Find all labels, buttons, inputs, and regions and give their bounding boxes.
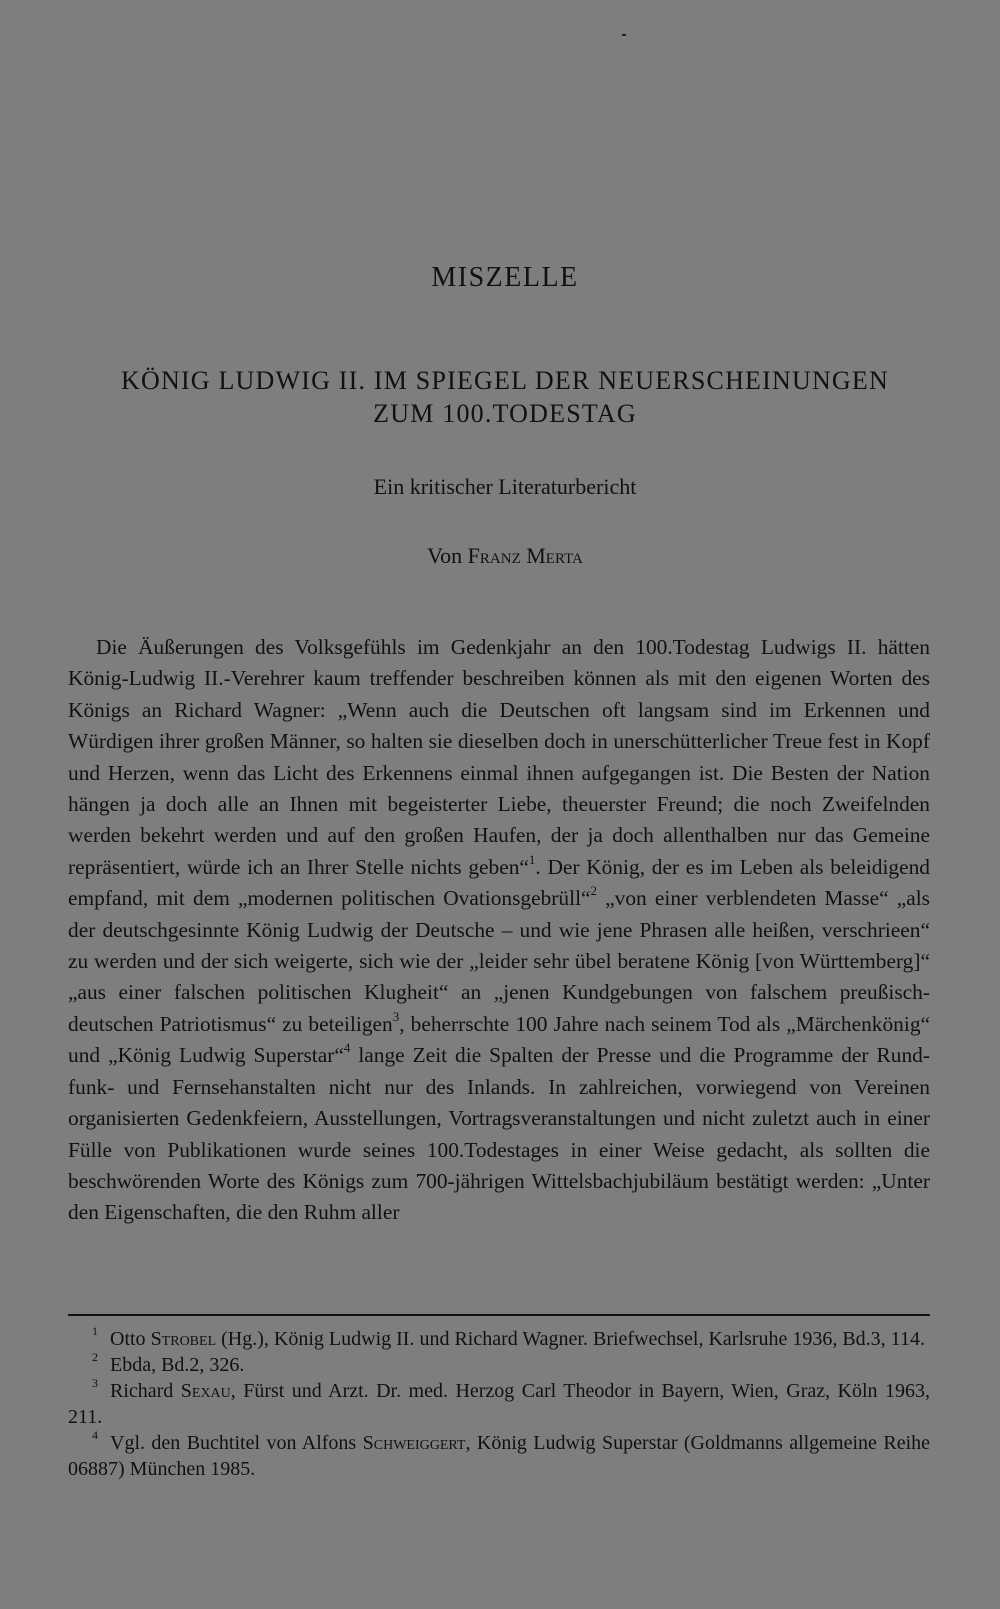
footnote-1 (68, 1326, 930, 1352)
body-segment-5: lange Zeit die Spalten der Presse und die Programme der Rundfunk- und Fernsehanstalten nicht nur des Inlands. In zahlreichen, vorwiegend von Vereinen organisierten Gedenkfeiern, Ausstellungen, Vortragsveranstaltungen und nicht zuletzt auch in einer Fülle von Publikationen wurde seines 100.Todestages in einer Weise gedacht, als sollten die beschwörenden Worte des Königs zum 700-jährigen Wittelsbachjubiläum bestätigt werden: „Unter den Eigenschaften, die den Ruhm aller (68, 1043, 930, 1225)
title-line-1: KÖNIG LUDWIG II. IM SPIEGEL DER NEUERSCHEINUNGEN (121, 366, 889, 395)
footnote-2 (68, 1352, 930, 1378)
title-line-2: ZUM 100.TODESTAG (373, 399, 637, 428)
footnote-text: Vgl. den Buchtitel von Alfons (110, 1432, 363, 1454)
footnote-4 (68, 1430, 930, 1482)
footnote-text: , Fürst und Arzt. Dr. med. Herzog Carl Theodor in Bayern, Wien, Graz, Köln 1963, 211. (68, 1380, 930, 1428)
article-subtitle: Ein kritischer Literaturbericht (373, 474, 637, 499)
article-title (70, 364, 940, 430)
body-paragraph (68, 632, 930, 1229)
footnote-text: (Hg.), König Ludwig II. und Richard Wagner. Briefwechsel, Karlsruhe 1936, Bd.3, 114. (216, 1328, 925, 1350)
body-segment-3: „von einer verblendeten Masse“ „als der deutschgesinnte König Ludwig der Deutsche – und wie jene Phrasen alle heißen, verschrieen“ zu werden und der sich weigerte, sich wie der „leider sehr übel beratene König [von Württemberg]“ „aus einer falschen politischen Klugheit“ an „jenen Kundgebungen von falschem preußisch-deutschen Patriotismus“ zu beteiligen (68, 886, 930, 1036)
footnote-ref-2: 2 (590, 883, 598, 899)
footnote-ref-1: 1 (528, 851, 536, 867)
footnote-number: 2 (92, 1350, 98, 1365)
footnote-number: 1 (92, 1324, 98, 1339)
scan-speck (622, 34, 626, 36)
footnote-ref-3: 3 (392, 1008, 400, 1024)
footnote-number: 3 (92, 1376, 98, 1391)
author-prefix: Von (427, 543, 463, 568)
footnote-text: , König Ludwig Superstar (Goldmanns allgemeine Reihe 06887) München 1985. (68, 1432, 930, 1480)
footnote-text: Otto (110, 1328, 151, 1350)
footnote-ref-4: 4 (343, 1040, 351, 1056)
footnote-text: Ebda, Bd.2, 326. (110, 1354, 245, 1376)
footnote-author: Sexau (180, 1380, 231, 1402)
footnote-author: Schweiggert (362, 1432, 466, 1454)
section-label: MISZELLE (431, 262, 579, 293)
footnote-divider (68, 1314, 930, 1316)
author-line (0, 543, 1000, 569)
footnote-number: 4 (92, 1428, 98, 1443)
author-name: Franz Merta (467, 543, 583, 568)
footnote-author: Strobel (150, 1328, 217, 1350)
footnote-text: Richard (110, 1380, 181, 1402)
body-segment-4: , beherrschte 100 Jahre nach seinem Tod als „Märchenkönig“ und „König Ludwig Superstar“ (68, 1011, 931, 1068)
body-segment-1: Die Äußerungen des Volksgefühls im Gedenkjahr an den 100.Todestag Ludwigs II. hätten König-Ludwig II.-Verehrer kaum treffender beschreiben können als mit den eigenen Worten des Königs an Richard Wagner: „Wenn auch die Deutschen oft langsam sind im Erkennen und Würdigen ihrer großen Männer, so halten sie dieselben doch in unerschütterlicher Treue fest in Kopf und Herzen, wenn das Licht des Erkennens einmal ihnen aufgegangen ist. Die Besten der Nation hängen ja doch alle an Ihnen mit begeisterter Liebe, theuerster Freund; die noch Zweifelnden werden bekehrt werden und auf den großen Haufen, der ja doch allenthalben nur das Gemeine repräsentiert, würde ich an Ihrer Stelle nichts geben“ (68, 635, 930, 879)
footnotes (68, 1326, 930, 1482)
body-text (68, 632, 930, 1229)
body-segment-2: . Der König, der es im Leben als beleidigend empfand, mit dem „modernen politischen Ovationsgebrüll“ (68, 854, 930, 911)
footnote-3 (68, 1378, 930, 1430)
